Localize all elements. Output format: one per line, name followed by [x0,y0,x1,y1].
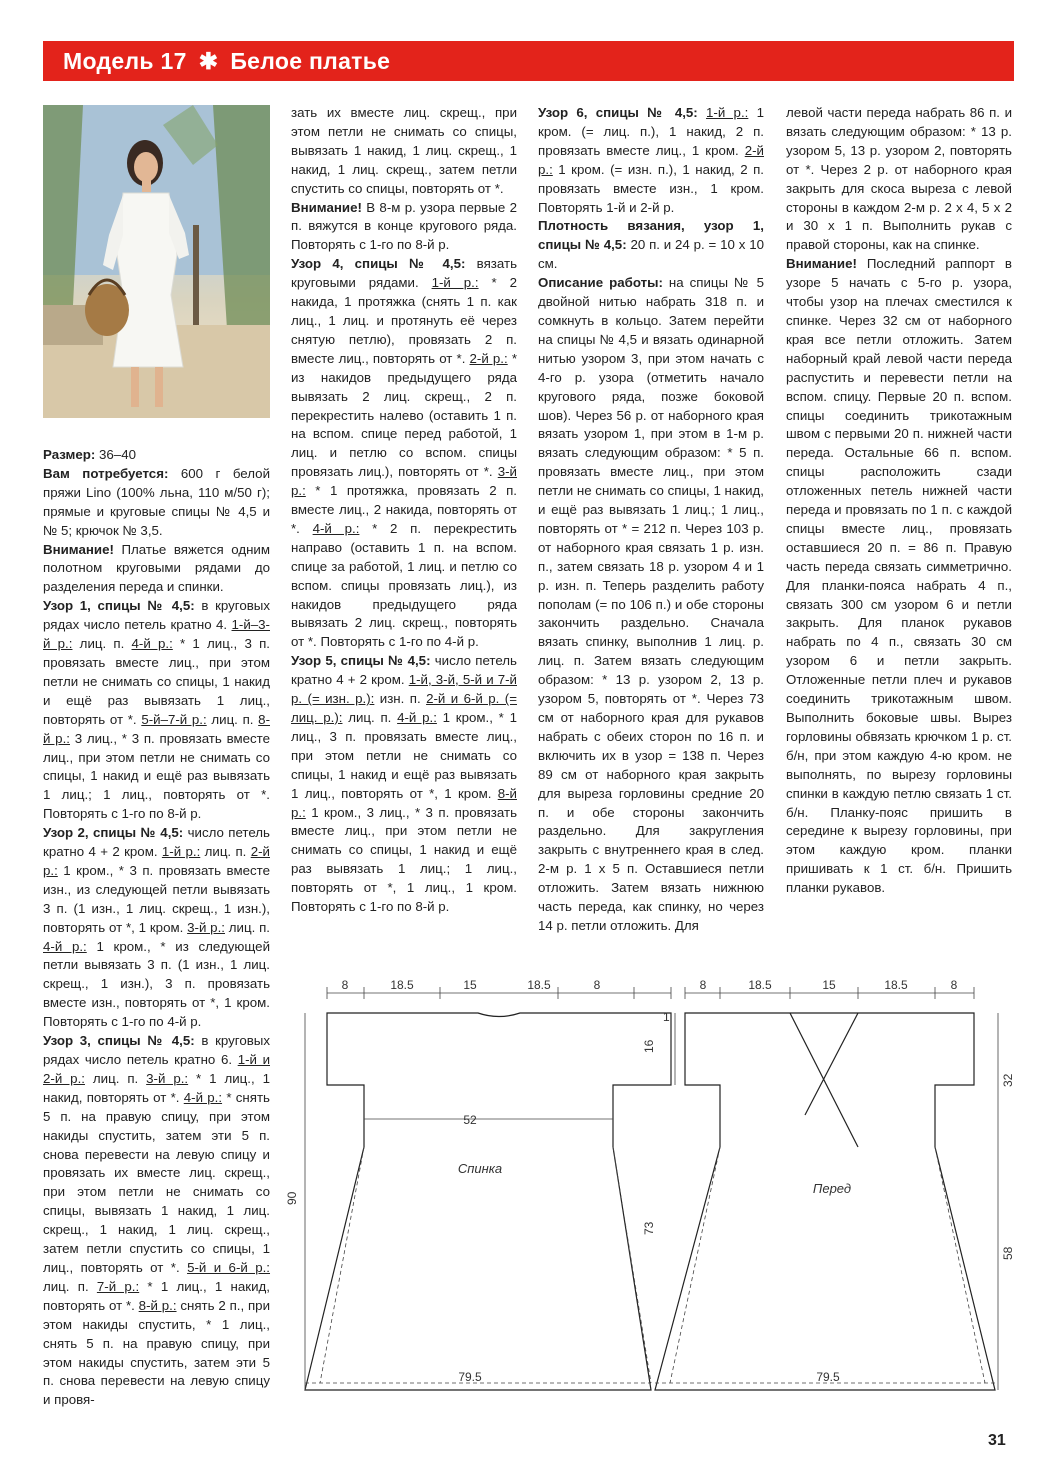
size-value: 36–40 [95,447,136,462]
row-ref: 7-й р.: [96,1278,140,1294]
back-pattern [305,1013,671,1390]
row-ref: 4-й р.: [131,636,173,652]
text-run: * снять 5 п. на правую спицу, при этом накиды спустить, затем эти 5 п. снова перевести на левую спицу и провязать их вместе лиц. скрещ., при этом петли не снимать со спицы, вывязать 1 накид, 1 лиц. скрещ., 1 накид, 1 лиц. скрещ., затем петли спустить со спицы, 1 лиц., повторять от *. [43,1089,270,1275]
text-run: снять 2 п., при этом накиды спустить, * 1 лиц., снять 5 п. на правую спицу, при этом накиды спустить, затем эти 5 п. снова перевести на левую спицу и провя- [43,1297,271,1408]
pattern-4-paragraph [291,255,517,652]
row-ref: 8-й р.: [291,785,517,820]
density-heading: Плотность вязания, узор 1, спицы № 4,5: [538,218,764,253]
back-dimension-lines [305,987,675,1390]
attention-paragraph [43,541,270,598]
text-run: изн. п. [374,691,427,707]
text-run: 1 кром. (= лиц. п.), 1 накид, 2 п. провязать вместе лиц., 1 кром. [538,105,765,158]
text-column-3 [538,104,764,936]
pattern-1-paragraph [43,597,270,824]
row-ref: 1-й р.: [706,105,749,120]
row-ref: 1-й р.: [161,844,201,860]
row-ref: 2-й р.: [469,350,508,366]
back-labels [285,978,670,1384]
text-run: лиц. п. [200,844,251,860]
back-top-dim-5: 8 [593,978,601,992]
photo-illustration [43,105,270,418]
text-run: лиц. п. [342,710,398,725]
front-top-dim-5: 8 [950,978,958,992]
continued-paragraph: зать их вместе лиц. скрещ., при этом петли не снимать со спицы, вывязать 1 накид, 1 лиц. скрещ., 1 накид, 1 лиц. скрещ., затем петли спустить со спицы, повторять от *. [291,105,517,196]
text-run: * 2 накида, 1 протяжка (снять 1 п. как лиц., 1 лиц. и протянуть её через снятую петлю), провязать 2 п. вместе лиц., повторять от *. [291,275,517,366]
row-ref: 5-й и 6-й р.: [187,1259,271,1275]
row-ref: 8-й р.: [138,1297,177,1313]
text-column-1 [43,446,270,1410]
pattern-6-heading: Узор 6, спицы № 4,5: [538,105,698,120]
text-run: * 1 лиц., 1 накид, повторять от *. [43,1070,270,1105]
front-top-dim-1: 8 [699,978,707,992]
text-run: 1 кром., * 1 лиц., 3 п. провязать вместе лиц., при этом петли не снимать со спицы, 1 накид и ещё раз вывязать 1 лиц., повторять от *, 1 кром. [291,710,518,801]
density-paragraph [538,217,764,274]
star-icon: ✱ [198,47,219,74]
back-top-dim-1: 8 [341,978,349,992]
text-run: лиц. п. [206,711,259,727]
row-ref: 1-й, 3-й, 5-й и 7-й р. (= изн. р.): [291,672,517,707]
page-title: Белое платье [230,47,391,74]
text-run: * из накидов предыдущего ряда вывязать 2 лиц. скрещ., 2 п. перекрестить налево (оставить 1 п. на вспом. спице перед работой, 1 лиц. и петлю со вспом. спицы провязать лиц.), повторять от *. [291,350,517,480]
size-label: Размер: [43,447,96,462]
description-heading: Описание работы: [538,275,663,291]
pattern-5-heading: Узор 5, спицы № 4,5: [291,653,431,669]
front-paragraph: левой части переда набрать 86 п. и вязать следующим образом: * 13 р. узором 5, 13 р. узором 2, повторять от *. Через 2 р. от наборного края закрыть для скоса выреза с левой стороны в каждом 2-м р. 2 х 4, 5 х 2 и 30 х 1 п. Выполнить рукав с правой стороны, как на спинке. [786,105,1012,253]
row-ref: 1-й–3-й р.: [43,617,270,652]
text-run: в круговых рядах число петель кратно 4. [43,598,270,633]
attention-label: Внимание! [786,256,857,272]
text-run: лиц. п. [43,1278,97,1294]
row-ref: 1-й р.: [431,275,479,291]
back-top-dim-4: 18.5 [527,978,551,992]
pattern-6-paragraph [538,104,764,217]
front-upper-dim: 32 [1001,1073,1015,1087]
back-label: Спинка [457,1161,503,1176]
text-run: 1 кром., * из следующей петли вывязать 3 п. (1 изн., 1 лиц. скрещ., 1 изн.), 3 п. провязать вместе изн., повторять от *, 1 кром. Повторять с 1-го по 4-й р. [43,938,270,1030]
text-run: лиц. п. [84,1070,147,1086]
description-paragraph [538,274,764,936]
front-top-dim-4: 18.5 [884,978,908,992]
row-ref: 4-й р.: [183,1089,223,1105]
row-ref: 3-й р.: [187,919,225,935]
text-run: 1 кром., 3 лиц., * 3 п. провязать вместе лиц., при этом петли не снимать со спицы, 1 накид и ещё раз вывязать 1 лиц.; 1 лиц., повторять от *, 1 лиц., 1 кром. Повторять с 1-го по 8-й р. [291,804,517,915]
attention-value: Платье вяжется одним полотном круговыми рядами до разделения переда и спинки. [43,541,270,595]
text-run: 1 кром., * 3 п. провязать вместе изн., из следующей петли вывязать 3 п. (1 изн., 1 лиц. скрещ., 1 изн.), повторять от *, 1 кром. [43,862,270,935]
text-column-2 [291,104,517,917]
text-run: * 1 протяжка, провязать 2 п. вместе лиц., 2 накида, повторять от *. [291,483,517,536]
text-run: * 1 лиц., 3 п. провязать вместе лиц., при этом петли не снимать со спицы, 1 накид и ещё раз вывязать 1 лиц., повторять от *. [43,636,270,727]
text-column-4 [786,104,1012,898]
text-run: вязать круговыми рядами. [291,256,517,291]
back-sleeve-dim: 16 [642,1039,656,1053]
front-hem-dim: 79.5 [816,1370,840,1384]
pattern-1-heading: Узор 1, спицы № 4,5: [43,598,195,614]
attention-value: Последний раппорт в узоре 5 начать с 5-го р. узора, чтобы узор на плечах сместился к спинке. Через 32 см от наборного края все петли отложить. Затем наборный край левой части переда распустить и перевести петли на вспом. спицу. Первые 20 п. вспом. спицы соединить трикотажным швом с первыми 20 п. нижней части переда. Остальные 66 п. вспом. спицы расположить сзади отложенных петель нижней части переда и провязать по 1 п. с каждой спицы вместе лиц., провязать оставшиеся 20 п. = 86 п. Правую часть переда связать симметрично. Для планки-пояса набрать 4 п., связать 300 см узором 6 и петли закрыть. Для планок рукавов набрать по 4 п., связать 30 см узором 6 и петли закрыть. Отложенные петли плеч и рукавов соединить трикотажным швом. Выполнить боковые швы. Вырез горловины обвязать крючком 1 р. ст. б/н, при этом каждую 4-ю кром. не выполнять, по вырезу горловины спинки в каждую петлю связать 1 ст. б/н. Планку-пояс пришить в середине к вырезу горловины, при этом каждую кром. планки пришивать к 1 ст. б/н. Пришить планки рукавов. [786,256,1012,896]
page-number: 31 [988,1432,1006,1449]
materials-label: Вам потребуется: [43,465,169,481]
model-photo [43,105,270,418]
row-ref: 1-й и 2-й р.: [43,1052,270,1086]
back-lower-dim: 73 [642,1221,656,1235]
pattern-5-paragraph [291,652,517,917]
front-top-dim-3: 15 [822,978,836,992]
front-labels [700,978,1015,1384]
size-paragraph [43,446,270,465]
text-run: число петель кратно 4 + 2 кром. [291,653,517,688]
pattern-diagram [280,965,1020,1405]
text-run: * 1 лиц., 1 накид, повторять от *. [43,1278,270,1313]
row-ref: 4-й р.: [312,520,360,536]
row-ref: 4-й р.: [397,710,437,725]
density-value: 20 п. и 24 р. = 10 х 10 см. [538,237,764,272]
text-run: * 2 п. перекрестить направо (оставить 1 п. на вспом. спице за работой, 1 лиц. и петлю со вспом. спицы провязать лиц.), из накидов предыдущего ряда вывязать 2 лиц. скрещ., повторять от *. Повторять с 1-го по 4-й р. [291,520,517,650]
front-label: Перед [812,1181,852,1196]
back-height-dim: 90 [285,1191,299,1205]
back-width-dim: 52 [463,1113,477,1127]
back-hem-dim: 79.5 [458,1370,482,1384]
row-ref: 2-й р.: [43,844,270,878]
row-ref: 4-й р.: [43,938,87,954]
model-number: Модель 17 [63,47,187,74]
row-ref: 2-й и 6-й р. (= лиц. р.): [291,691,517,725]
attention-paragraph [291,199,517,256]
materials-paragraph [43,465,270,541]
attention-label: Внимание! [43,541,114,557]
pattern-3-heading: Узор 3, спицы № 4,5: [43,1033,195,1049]
row-ref: 3-й р.: [146,1070,189,1086]
page-header [43,41,1014,81]
text-run: 3 лиц., * 3 п. провязать вместе лиц., при этом петли не снимать со спицы, 1 накид и ещё раз вывязать 1 лиц.; 1 лиц., повторять от *. Повторять с 1-го по 8-й р. [43,730,271,822]
pattern-4-heading: Узор 4, спицы № 4,5: [291,256,466,272]
text-run: в круговых рядах число петель кратно 6. [43,1033,270,1067]
row-ref: 5-й–7-й р.: [141,711,207,727]
back-notch-dim: 1 [663,1010,670,1024]
back-top-dim-2: 18.5 [390,978,414,992]
row-ref: 8-й р.: [43,711,270,746]
attention-label: Внимание! [291,199,362,215]
materials-value: 600 г белой пряжи Lino (100% льна, 110 м/50 г); прямые и круговые спицы № 4,5 и № 5; крючок № 3,5. [43,465,270,538]
back-top-dim-3: 15 [463,978,477,992]
pattern-2-paragraph [43,824,270,1032]
text-run: 1 кром. (= изн. п.), 1 накид, 2 п. провязать вместе изн., 1 кром. Повторять 1-й и 2-й р. [538,161,764,215]
front-lower-dim: 58 [1001,1246,1015,1260]
description-text: на спицы № 5 двойной нитью набрать 318 п. и сомкнуть в кольцо. Затем перейти на спицы № 4,5 и вязать одинарной нитью узором 3, при этом начать с 4-го р. узора (отметить начало кругового ряда, позже боковой шов). Через 56 р. от наборного края вязать узором 1, при этом в 1-м р. вязать следующим образом: * 5 п. провязать вместе лиц., при этом петли не снимать со спицы, 1 накид, и ещё раз вывязать 1 лиц.; 1 лиц., повторять от * = 212 п. Через 103 р. от наборного края связать 1 р. изн. п., затем связать 18 р. узором 4 и 1 р. изн. п. Теперь разделить работу пополам (= по 106 п.) и обе стороны закончить раздельно. Сначала вязать спинку, выполнив 1 лиц. р. лиц. п. Затем вязать следующим образом: * 13 р. узором 2, 13 р. узором 5, повторять от *. Через 73 см от наборного края для рукавов набрать с обеих сторон по 16 п. и включить их в узор = 138 п. Через 89 см от наборного края закрыть для выреза горловины средние 20 п. и обе стороны закончить раздельно. Для закругления закрыть с внутреннего края в след. 2-м р. 1 х 5 п. Оставшиеся петли отложить. Затем вязать нижнюю часть переда, как спинку, но через 14 р. петли отложить. Для [538,275,764,933]
row-ref: 3-й р.: [291,464,517,499]
text-run: лиц. п. [72,636,132,652]
text-run: число петель кратно 4 + 2 кром. [43,825,270,860]
front-top-dim-2: 18.5 [748,978,772,992]
attention-value: В 8-м р. узора первые 2 п. вяжутся в конце кругового ряда. Повторять с 1-го по 8-й р. [291,199,517,253]
row-ref: 2-й р.: [538,142,764,177]
text-run: лиц. п. [224,919,270,935]
front-pattern [655,1013,995,1390]
attention-paragraph [786,255,1012,898]
pattern-2-heading: Узор 2, спицы № 4,5: [43,825,184,841]
pattern-3-paragraph [43,1032,270,1410]
